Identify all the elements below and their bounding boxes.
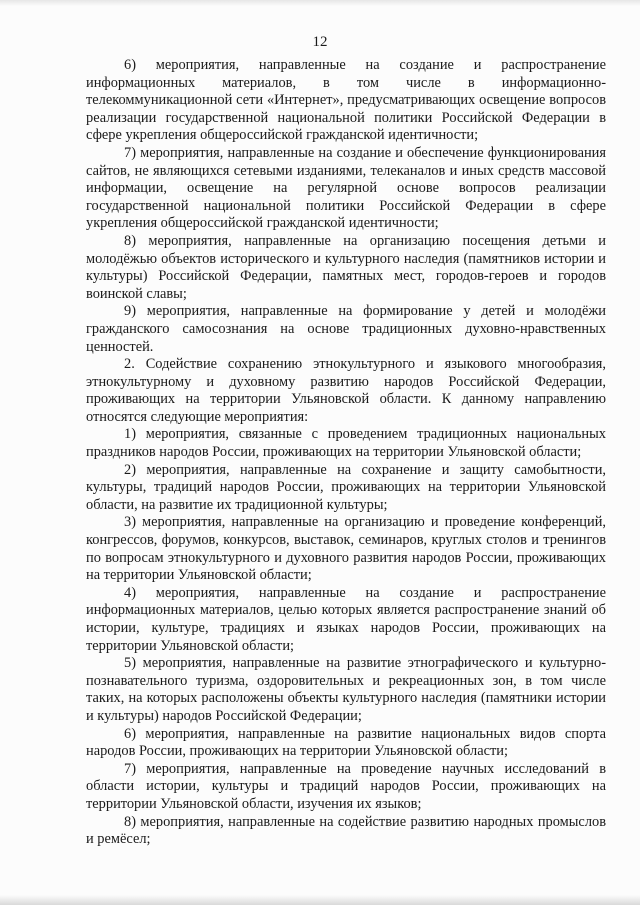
paragraph-item-6-national-sports: 6) мероприятия, направленные на развитие национальных видов спорта народов России, проживающих на территории Ульяновской области; [86,725,606,760]
paragraph-item-8-folk-crafts: 8) мероприятия, направленные на содействие развитию народных промыслов и ремёсел; [86,813,606,848]
paragraph-section-2-heading: 2. Содействие сохранению этнокультурного и языкового многообразия, этнокультурному и духовному развитию народов Российской Федерации, проживающих на территории Ульяновской области. К данному направлению относятся следующие мероприятия: [86,356,606,425]
paragraph-item-2-cultural-identity: 2) мероприятия, направленные на сохранение и защиту самобытности, культуры, традиций народов России, проживающих на территории Ульяновской области, на развитие их традиционной культуры; [86,461,606,513]
paragraph-item-1-national-holidays: 1) мероприятия, связанные с проведением традиционных национальных праздников народов России, проживающих на территории Ульяновской области; [86,426,606,461]
paragraph-item-7-research: 7) мероприятия, направленные на проведение научных исследований в области истории, культуры и традиций народов России, проживающих на территории Ульяновской области, изучения их языков; [86,760,606,812]
paragraph-item-4-info-materials: 4) мероприятия, направленные на создание и распространение информационных материалов, целью которых является распространение знаний об истории, культуре, традициях и языках народов России, проживающих на территории Ульяновской области; [86,584,606,654]
paragraph-item-5-tourism: 5) мероприятия, направленные на развитие этнографического и культурно-познавательного туризма, оздоровительных и рекреационных зон, в том числе таких, на которых расположены объекты культурного наследия (памятники истории и культуры) народов Российской Федерации; [86,655,606,724]
scan-edge-top [0,0,640,6]
page-number: 12 [312,34,328,50]
document-body [86,57,606,849]
paragraph-item-3-conferences: 3) мероприятия, направленные на организацию и проведение конференций, конгрессов, форумов, конкурсов, выставок, семинаров, круглых столов и тренингов по вопросам этнокультурного и духовного развития народов России, проживающих на территории Ульяновской области; [86,514,606,584]
paragraph-item-8-heritage-visits: 8) мероприятия, направленные на организацию посещения детьми и молодёжью объектов исторического и культурного наследия (памятников истории и культуры) Российской Федерации, памятных мест, городов-героев и городов воинской славы; [86,232,606,302]
paragraph-item-9-civic-consciousness: 9) мероприятия, направленные на формирование у детей и молодёжи гражданского самосознания на основе традиционных духовно-нравственных ценностей. [86,303,606,355]
paragraph-item-6-info-materials: 6) мероприятия, направленные на создание и распространение информационных материалов, в том числе в информационно-телекоммуникационной сети «Интернет», предусматривающих освещение вопросов реализации государственной национальной политики Российской Федерации в сфере укрепления общероссийской гражданской идентичности; [86,57,606,144]
scan-edge-bottom [0,895,640,905]
paragraph-item-7-websites-media: 7) мероприятия, направленные на создание и обеспечение функционирования сайтов, не являющихся сетевыми изданиями, телеканалов и иных средств массовой информации, освещение на регулярной основе вопросов реализации государственной национальной политики Российской Федерации в сфере укрепления общероссийской гражданской идентичности; [86,144,606,232]
